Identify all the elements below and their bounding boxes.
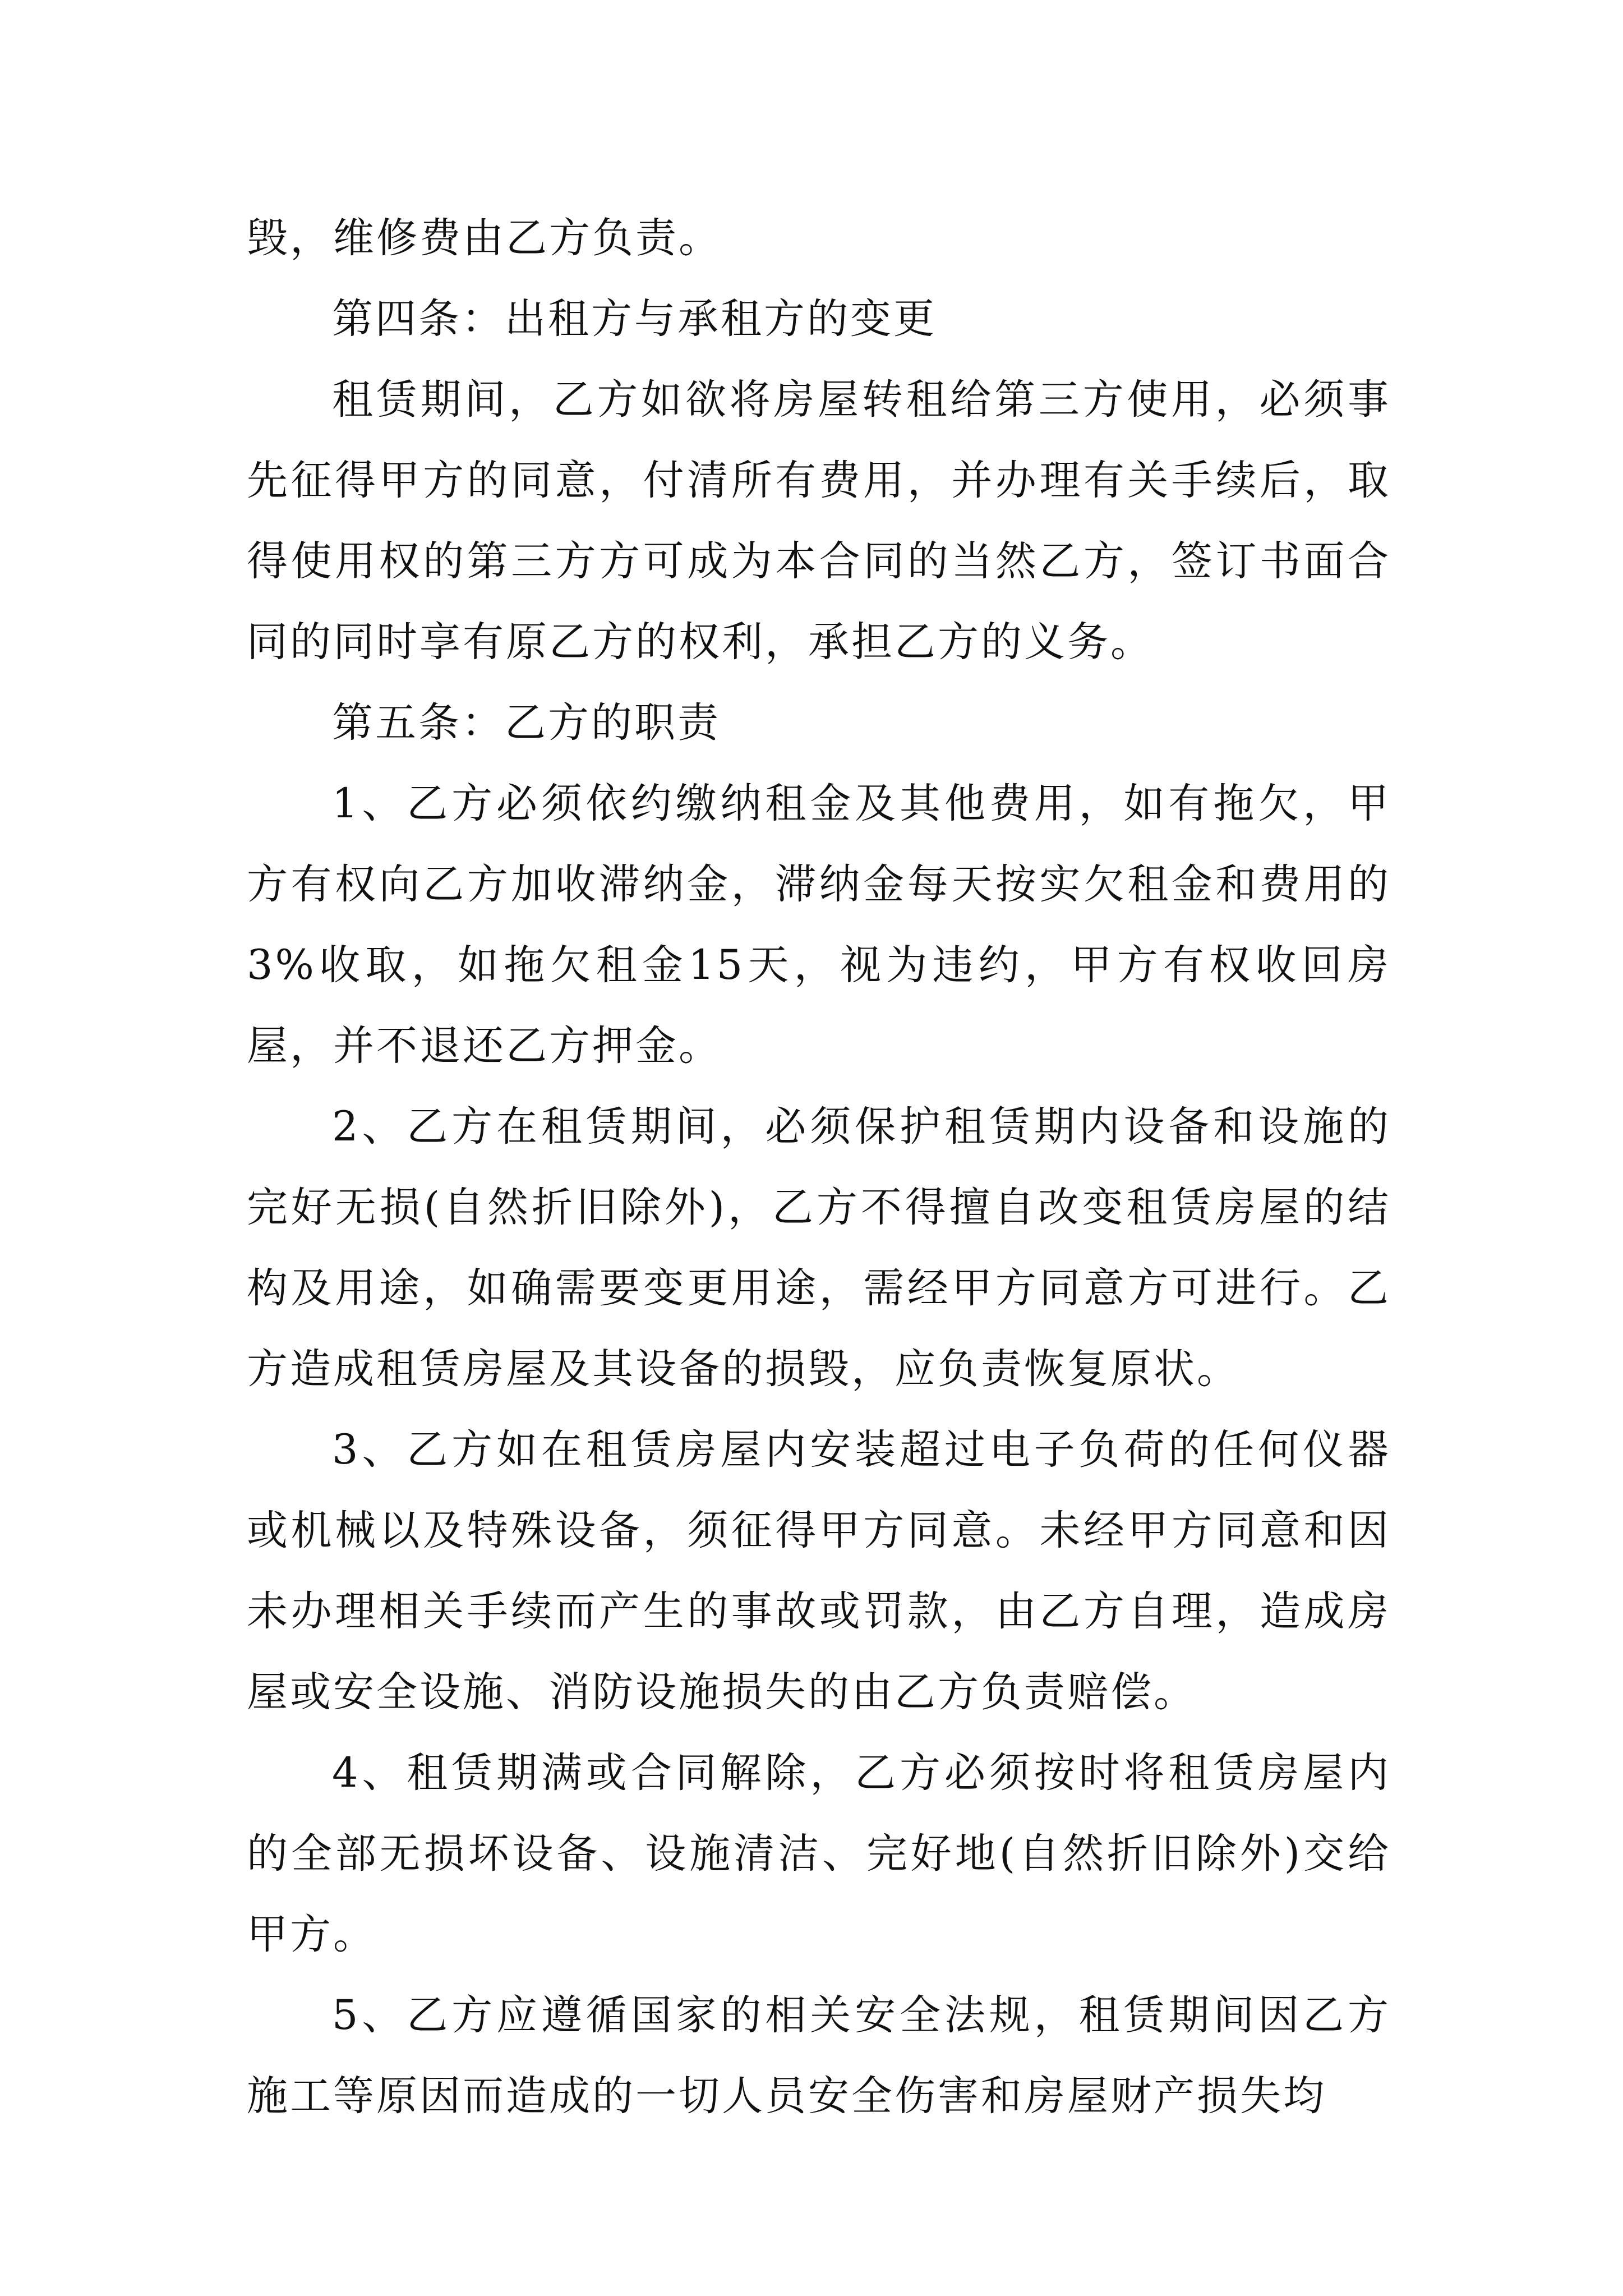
article-4-body: 租赁期间，乙方如欲将房屋转租给第三方使用，必须事先征得甲方的同意，付清所有费用，并办理有关手续后，取得使用权的第三方方可成为本合同的当然乙方，签订书面合同的同时享有原乙方的权利，承担乙方的义务。 [247, 376, 1391, 666]
paragraph-continuation: 毁，维修费由乙方负责。 [247, 214, 722, 262]
article-5-clause-3: 3、乙方如在租赁房屋内安装超过电子负荷的任何仪器或机械以及特殊设备，须征得甲方同意。未经甲方同意和因未办理相关手续而产生的事故或罚款，由乙方自理，造成房屋或安全设施、消防设施损失的由乙方负责赔偿。 [247, 1426, 1391, 1716]
article-5-clause-4: 4、租赁期满或合同解除，乙方必须按时将租赁房屋内的全部无损坏设备、设施清洁、完好地(自然折旧除外)交给甲方。 [247, 1749, 1391, 1958]
article-5-heading: 第五条：乙方的职责 [332, 699, 721, 747]
article-5-clause-1: 1、乙方必须依约缴纳租金及其他费用，如有拖欠，甲方有权向乙方加收滞纳金，滞纳金每天按实欠租金和费用的3%收取，如拖欠租金15天，视为违约，甲方有权收回房屋，并不退还乙方押金。 [247, 780, 1391, 1070]
document-body [247, 198, 1391, 2137]
article-5-clause-5: 5、乙方应遵循国家的相关安全法规，租赁期间因乙方施工等原因而造成的一切人员安全伤害和房屋财产损失均 [247, 1991, 1391, 2120]
article-4-heading: 第四条：出租方与承租方的变更 [332, 295, 937, 343]
article-5-clause-2: 2、乙方在租赁期间，必须保护租赁期内设备和设施的完好无损(自然折旧除外)，乙方不得擅自改变租赁房屋的结构及用途，如确需要变更用途，需经甲方同意方可进行。乙方造成租赁房屋及其设备的损毁，应负责恢复原状。 [247, 1103, 1391, 1393]
